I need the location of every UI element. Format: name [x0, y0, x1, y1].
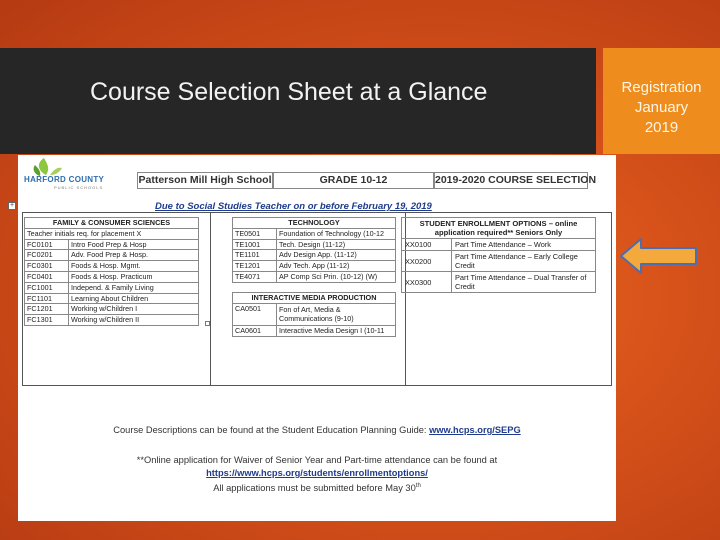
- course-code: TE4071: [233, 271, 277, 282]
- table-row[interactable]: [233, 250, 396, 261]
- course-name: Adv Design App. (11-12): [277, 250, 396, 261]
- course-code: FC1101: [25, 293, 69, 304]
- course-name: Foundation of Technology (10-12: [277, 228, 396, 239]
- deadline-note: [18, 483, 616, 493]
- deadline-suffix: th: [415, 483, 421, 489]
- course-code: CA0501: [233, 303, 277, 325]
- option-code: XX0100: [402, 239, 452, 251]
- table-row[interactable]: [233, 271, 396, 282]
- course-code: TE0501: [233, 228, 277, 239]
- table-row[interactable]: [233, 261, 396, 272]
- course-name: Working w/Children I: [69, 304, 199, 315]
- course-name: Adv Tech. App (11-12): [277, 261, 396, 272]
- table-row[interactable]: [233, 239, 396, 250]
- course-name: Fon of Art, Media &: [279, 304, 341, 314]
- school-name: Patterson Mill High School: [137, 172, 273, 189]
- registration-year: 2019: [644, 119, 679, 136]
- registration-label: Registration: [621, 79, 702, 96]
- slide-title: Course Selection Sheet at a Glance: [90, 78, 488, 106]
- left-arrow-icon: [619, 236, 699, 276]
- table-header: STUDENT ENROLLMENT OPTIONS – online application required** Seniors Only: [402, 218, 596, 239]
- table-row[interactable]: [402, 239, 596, 251]
- media-table: [232, 292, 396, 337]
- course-code: CA0601: [233, 325, 277, 336]
- course-code: FC0301: [25, 261, 69, 272]
- course-name: Foods & Hosp. Practicum: [69, 271, 199, 282]
- course-name-continued: Communications (9-10): [279, 314, 354, 324]
- course-name: AP Comp Sci Prin. (10-12) (W): [277, 271, 396, 282]
- technology-table: [232, 217, 396, 283]
- table-row[interactable]: [25, 282, 199, 293]
- logo-name: HARFORD COUNTY: [24, 175, 105, 184]
- table-row[interactable]: [402, 251, 596, 272]
- course-name: Tech. Design (11-12): [277, 239, 396, 250]
- course-code: FC0201: [25, 250, 69, 261]
- table-subheader: Teacher initials req. for placement X: [25, 228, 199, 239]
- move-handle-icon[interactable]: +: [9, 202, 15, 209]
- table-row[interactable]: [25, 250, 199, 261]
- table-header: FAMILY & CONSUMER SCIENCES: [25, 218, 199, 229]
- course-code: FC0401: [25, 271, 69, 282]
- waiver-note: **Online application for Waiver of Senior Year and Part-time attendance can be found at: [136, 455, 498, 465]
- option-code: XX0300: [402, 272, 452, 293]
- course-name: Interactive Media Design I (10-11: [277, 325, 396, 336]
- table-row[interactable]: [25, 293, 199, 304]
- enrollment-options-link[interactable]: [18, 468, 616, 478]
- descriptions-text: Course Descriptions can be found at the Student Education Planning Guide:: [113, 425, 430, 435]
- family-consumer-table: [24, 217, 199, 326]
- resize-handle[interactable]: [205, 321, 210, 326]
- table-header: INTERACTIVE MEDIA PRODUCTION: [233, 293, 396, 304]
- table-row[interactable]: [233, 228, 396, 239]
- option-code: XX0200: [402, 251, 452, 272]
- course-name: Adv. Food Prep & Hosp.: [69, 250, 199, 261]
- course-name: Independ. & Family Living: [69, 282, 199, 293]
- table-row[interactable]: [25, 261, 199, 272]
- due-notice: Due to Social Studies Teacher on or before February 19, 2019: [155, 201, 432, 212]
- table-row[interactable]: [25, 315, 199, 326]
- option-name: Part Time Attendance – Early College Credit: [452, 251, 596, 272]
- course-code: TE1101: [233, 250, 277, 261]
- registration-panel: [603, 48, 720, 154]
- year-title: 2019-2020 COURSE SELECTION: [434, 172, 588, 189]
- option-name: Part Time Attendance – Dual Transfer of Credit: [452, 272, 596, 293]
- grade-label: GRADE 10-12: [273, 172, 434, 189]
- course-code: FC1301: [25, 315, 69, 326]
- enrollment-link-text[interactable]: https://www.hcps.org/students/enrollmentoptions/: [206, 468, 428, 478]
- registration-month: January: [634, 99, 689, 116]
- enrollment-options-table: [401, 217, 596, 293]
- course-code: FC1201: [25, 304, 69, 315]
- table-row[interactable]: [25, 271, 199, 282]
- course-code: TE1001: [233, 239, 277, 250]
- option-name: Part Time Attendance – Work: [452, 239, 596, 251]
- course-selection-sheet: [9, 155, 616, 521]
- table-row[interactable]: [233, 303, 396, 325]
- course-code: FC1001: [25, 282, 69, 293]
- course-name: Working w/Children II: [69, 315, 199, 326]
- deadline-text: All applications must be submitted before May 30: [213, 483, 416, 494]
- course-name: Foods & Hosp. Mgmt.: [69, 261, 199, 272]
- table-row[interactable]: [25, 304, 199, 315]
- course-name: Learning About Children: [69, 293, 199, 304]
- course-name: Intro Food Prep & Hosp: [69, 239, 199, 250]
- table-row[interactable]: [233, 325, 396, 336]
- column-divider: [210, 212, 211, 386]
- descriptions-note: [18, 425, 616, 435]
- sepg-link[interactable]: www.hcps.org/SEPG: [429, 425, 521, 435]
- course-code: TE1201: [233, 261, 277, 272]
- logo-subtitle: PUBLIC SCHOOLS: [54, 185, 104, 190]
- table-header: TECHNOLOGY: [233, 218, 396, 229]
- course-code: FC0101: [25, 239, 69, 250]
- table-row[interactable]: [25, 239, 199, 250]
- table-row[interactable]: [402, 272, 596, 293]
